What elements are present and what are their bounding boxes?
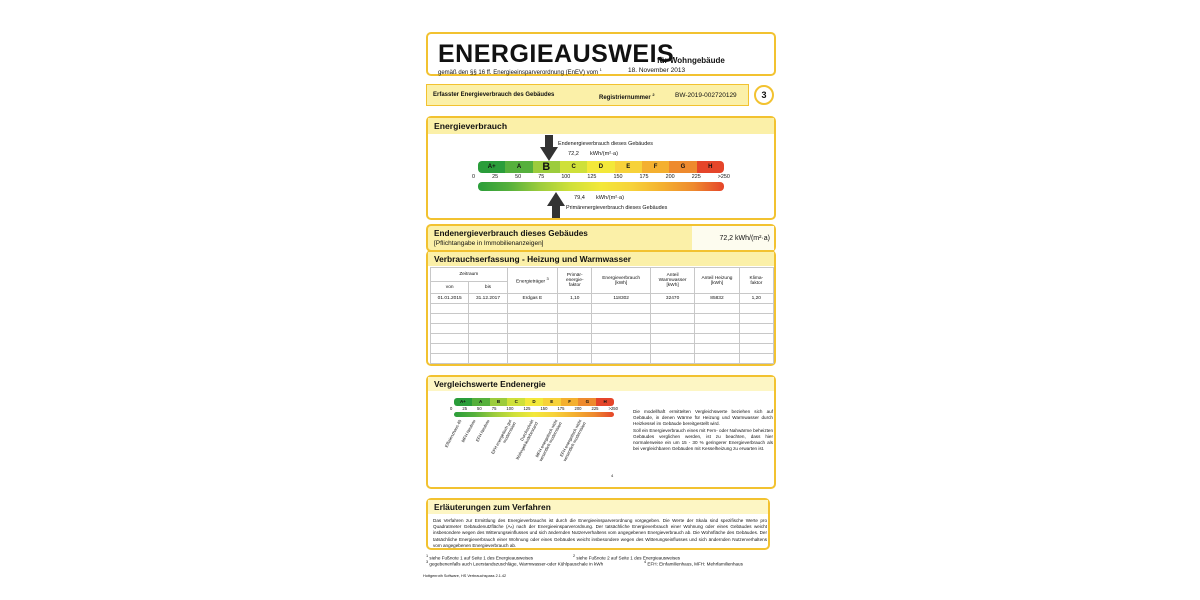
scale-tick: 150 xyxy=(540,406,548,411)
certificate-title: ENERGIEAUSWEIS xyxy=(438,40,675,68)
registry-label: Registriernummer $^2$ xyxy=(599,92,655,101)
consumption-summary xyxy=(426,224,776,252)
law-reference: gemäß den §§ 16 ff. Energieeinsparverordnung (EnEV) vom $^1$ xyxy=(438,67,602,76)
scale-tick: 225 xyxy=(691,174,701,180)
scale-tick: 100 xyxy=(506,406,514,411)
footnote-2: $^2$ siehe Fußnote 2 auf Seite 1 des Energieausweises xyxy=(573,554,681,561)
energy-consumption-title: Energieverbrauch xyxy=(428,118,774,134)
page-number: 3 xyxy=(754,85,774,105)
scale-tick: 125 xyxy=(587,174,597,180)
consumption-value: 72,2 kWh/(m²·a) xyxy=(692,226,774,250)
energy-certificate-page xyxy=(423,28,779,588)
software-credit: Hottgenroth Software, HS Verbrauchspass 2.1.42 xyxy=(423,574,507,578)
end-energy-label: Endenergieverbrauch dieses Gebäudes xyxy=(558,141,653,147)
explanations-text: Das Verfahren zur Ermittlung des Energieverbrauchs ist durch die Energieeinsparverordnung vorgegeben. Die Werte der Skala sind spezifische Werte pro Quadratmeter Gebäudenutzfläche (Aₙ) nach der Energieeinsparverordnung. Der tatsächliche Energieverbrauch einer Wohnung oder eines Gebäudes weicht insbesondere wegen des Witterungseinflusses und sich ändernden Nutzerverhaltens vom angegebenen Energieverbrauch ab. Die Wohnfläche des Gebäudes. Der tatsächliche Energieverbrauch einer Wohnung oder eines Gebäudes weicht insbesondere wegen des Witterungseinflusses und sich ändernden Nutzerverhaltens vom angegebenen Energieverbrauch ab. xyxy=(433,518,767,548)
comparison-label: EFH Neubau xyxy=(474,418,491,443)
scale-tick: 225 xyxy=(591,406,599,411)
class-a: A xyxy=(505,161,532,173)
scale-tick: 150 xyxy=(613,174,623,180)
comparison-label: Effizienzhaus 40 xyxy=(443,418,463,449)
cell-pef: 1,10 xyxy=(558,294,592,304)
end-energy-unit: kWh/(m²·a) xyxy=(590,151,618,157)
cell-to: 31.12.2017 xyxy=(469,294,507,304)
registry-number: BW-2019-002720129 xyxy=(675,92,737,99)
scale-tick: >250 xyxy=(717,174,730,180)
scale-tick: 25 xyxy=(492,174,499,180)
consumption-recording-box xyxy=(426,250,776,366)
comparison-box xyxy=(426,375,776,489)
col-hot-water: Anteil Warmwasser [kWh] xyxy=(650,268,694,294)
scale-tick: 175 xyxy=(557,406,565,411)
table-row-empty xyxy=(431,354,774,364)
primary-energy-arrow-icon xyxy=(547,192,565,218)
cell-carrier: Erdgas E xyxy=(507,294,557,304)
footnote-1: $^1$ siehe Fußnote 1 auf Seite 1 des Energieausweises xyxy=(426,554,534,561)
primary-energy-value: 79,4 xyxy=(574,195,585,201)
end-energy-value: 72,2 xyxy=(568,151,579,157)
scale-tick: 0 xyxy=(450,406,453,411)
table-row-empty xyxy=(431,344,774,354)
class-b: B xyxy=(490,398,508,406)
table-row-empty xyxy=(431,324,774,334)
class-g: G xyxy=(669,161,696,173)
col-to: bis xyxy=(469,282,507,294)
recording-table xyxy=(430,267,774,364)
table-row-empty xyxy=(431,334,774,344)
class-b: B xyxy=(533,161,560,173)
scale-tick: 200 xyxy=(665,174,675,180)
class-e: E xyxy=(543,398,561,406)
scale-tick: 0 xyxy=(472,174,475,180)
col-heating: Anteil Heizung [kWh] xyxy=(695,268,739,294)
registry-bar xyxy=(426,84,749,106)
recording-title: Verbrauchserfassung - Heizung und Warmwasser xyxy=(428,252,774,266)
energy-scale-gradient xyxy=(478,182,724,191)
cell-hot-water: 32470 xyxy=(650,294,694,304)
class-a: A xyxy=(472,398,490,406)
scale-tick: 200 xyxy=(574,406,582,411)
comparison-scale-ticks xyxy=(450,406,618,411)
col-from: von xyxy=(431,282,469,294)
comparison-footnote: 4 xyxy=(611,473,614,478)
comparison-label: Durchschnitt Wohngebäudebestand xyxy=(514,418,539,461)
comparison-scale xyxy=(454,398,614,406)
comparison-label: MFH Neubau xyxy=(460,418,477,444)
consumption-note: [Pflichtangabe in Immobilienanzeigen] xyxy=(434,240,544,247)
table-row-empty xyxy=(431,314,774,324)
cell-consumption: 118302 xyxy=(592,294,651,304)
section-label: Erfasster Energieverbrauch des Gebäudes xyxy=(433,92,555,98)
comparison-title: Vergleichswerte Endenergie xyxy=(428,377,774,391)
consumption-title: Endenergieverbrauch dieses Gebäudes xyxy=(434,229,588,238)
table-row xyxy=(431,294,774,304)
explanations-box xyxy=(426,498,770,550)
comparison-label: EFH energetisch nicht wesentlich modernisiert xyxy=(558,418,587,462)
law-date: 18. November 2013 xyxy=(628,67,686,74)
comparison-label: MFH energetisch nicht wesentlich modernisiert xyxy=(534,418,563,462)
class-g: G xyxy=(578,398,596,406)
cell-climate: 1,20 xyxy=(739,294,773,304)
scale-tick: 50 xyxy=(515,174,522,180)
scale-tick: 25 xyxy=(462,406,468,411)
class-f: F xyxy=(642,161,669,173)
scale-tick: 75 xyxy=(491,406,497,411)
col-pef: Primär- energie- faktor xyxy=(558,268,592,294)
cell-from: 01.01.2015 xyxy=(431,294,469,304)
class-c: C xyxy=(560,161,587,173)
certificate-subtitle: für Wohngebäude xyxy=(657,56,725,65)
table-row-empty xyxy=(431,304,774,314)
scale-tick: >250 xyxy=(608,406,618,411)
comparison-text: Die modellhaft ermittelten Vergleichswerte beziehen sich auf Gebäude, in denen Wärme für Heizung und Warmwasser durch Heizkessel im Gebäude bereitgestellt wird. Soll ein Energieverbrauch eines mit Fern- oder Nahwärme beheizten Gebäudes verglichen werden, ist zu beachten, dass hier normalerweise ein um 15 - 30 % geringerer Energieverbrauch als bei vergleichbaren Gebäuden mit Kesselheizung zu erwarten ist. xyxy=(633,409,773,452)
class-aplus: A+ xyxy=(454,398,472,406)
class-d: D xyxy=(525,398,543,406)
scale-tick: 100 xyxy=(561,174,571,180)
energy-scale-ticks xyxy=(472,174,730,180)
scale-tick: 50 xyxy=(477,406,482,411)
scale-tick: 125 xyxy=(523,406,531,411)
scale-tick: 75 xyxy=(538,174,545,180)
comparison-scale-gradient xyxy=(454,412,614,417)
class-d: D xyxy=(587,161,614,173)
footnote-3: $^3$ gegebenenfalls auch Leerstandszuschläge, Warmwasser-oder Kühlpauschale in kWh xyxy=(426,560,604,567)
col-period: Zeitraum xyxy=(431,268,508,282)
scale-tick: 175 xyxy=(639,174,649,180)
col-consumption: Energieverbrauch [kWh] xyxy=(592,268,651,294)
col-climate: Klima- faktor xyxy=(739,268,773,294)
col-carrier: Energieträger $^3$ xyxy=(507,268,557,294)
class-aplus: A+ xyxy=(478,161,505,173)
explanations-title: Erläuterungen zum Verfahren xyxy=(428,500,768,514)
class-c: C xyxy=(507,398,525,406)
energy-consumption-box xyxy=(426,116,776,220)
class-h: H xyxy=(596,398,614,406)
certificate-header xyxy=(426,32,776,76)
footnote-4: $^4$ EFH: Einfamilienhaus, MFH: Mehrfamilienhaus xyxy=(644,560,743,567)
cell-heating: 85832 xyxy=(695,294,739,304)
class-e: E xyxy=(615,161,642,173)
class-h: H xyxy=(697,161,724,173)
comparison-label: EFH energetisch gut modernisiert xyxy=(490,418,517,455)
class-f: F xyxy=(561,398,579,406)
primary-energy-unit: kWh/(m²·a) xyxy=(596,195,624,201)
primary-energy-label: Primärenergieverbrauch dieses Gebäudes xyxy=(566,205,668,211)
energy-efficiency-scale xyxy=(478,161,724,173)
end-energy-arrow-icon xyxy=(540,135,558,161)
